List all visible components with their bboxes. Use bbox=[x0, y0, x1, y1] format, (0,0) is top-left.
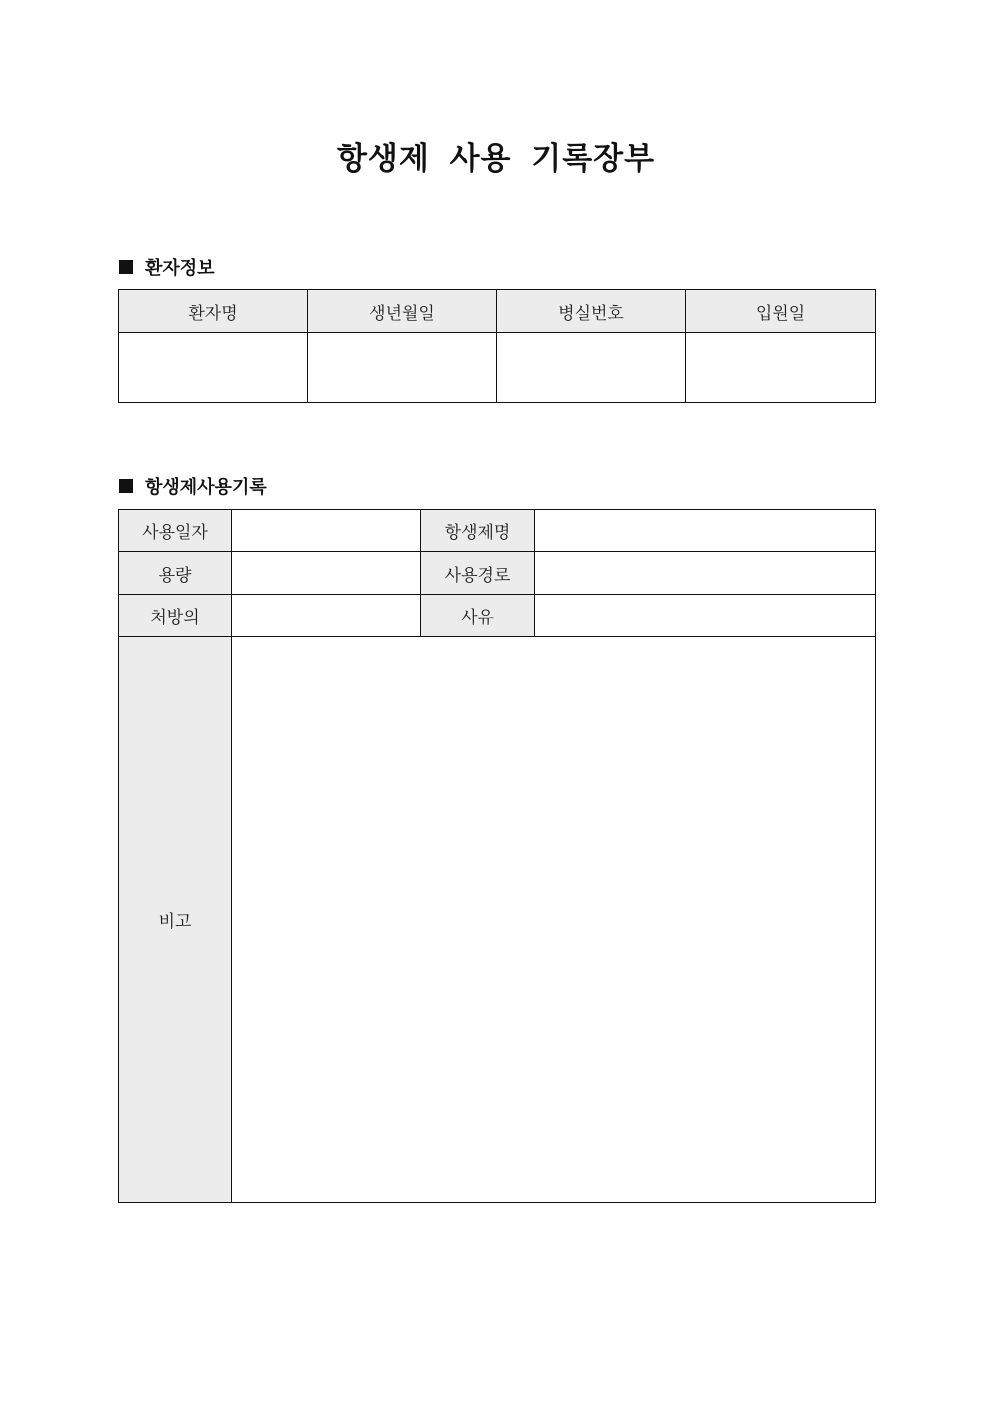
square-bullet-icon bbox=[119, 479, 133, 493]
patient-info-table bbox=[118, 289, 876, 403]
section-heading-patient-info bbox=[119, 254, 215, 280]
header-room-number: 병실번호 bbox=[497, 290, 686, 333]
square-bullet-icon bbox=[119, 260, 133, 274]
usage-date-field[interactable] bbox=[232, 510, 421, 552]
label-remarks: 비고 bbox=[119, 637, 232, 1203]
prescriber-field[interactable] bbox=[232, 595, 421, 637]
label-dosage: 용량 bbox=[119, 552, 232, 595]
section-title: 환자정보 bbox=[145, 258, 215, 279]
page-title: 항생제 사용 기록장부 bbox=[336, 141, 656, 177]
remarks-field[interactable] bbox=[232, 637, 876, 1203]
section-title: 항생제사용기록 bbox=[145, 477, 267, 498]
label-reason: 사유 bbox=[421, 595, 535, 637]
label-antibiotic-name: 항생제명 bbox=[421, 510, 535, 552]
header-birth-date: 생년월일 bbox=[308, 290, 497, 333]
dosage-field[interactable] bbox=[232, 552, 421, 595]
label-route: 사용경로 bbox=[421, 552, 535, 595]
patient-name-field[interactable] bbox=[119, 333, 308, 403]
admission-date-field[interactable] bbox=[686, 333, 876, 403]
section-heading-antibiotic-record bbox=[119, 473, 267, 499]
label-prescriber: 처방의 bbox=[119, 595, 232, 637]
header-admission-date: 입원일 bbox=[686, 290, 876, 333]
birth-date-field[interactable] bbox=[308, 333, 497, 403]
antibiotic-record-table bbox=[118, 509, 876, 1203]
header-patient-name: 환자명 bbox=[119, 290, 308, 333]
label-usage-date: 사용일자 bbox=[119, 510, 232, 552]
reason-field[interactable] bbox=[535, 595, 876, 637]
antibiotic-name-field[interactable] bbox=[535, 510, 876, 552]
route-field[interactable] bbox=[535, 552, 876, 595]
room-number-field[interactable] bbox=[497, 333, 686, 403]
